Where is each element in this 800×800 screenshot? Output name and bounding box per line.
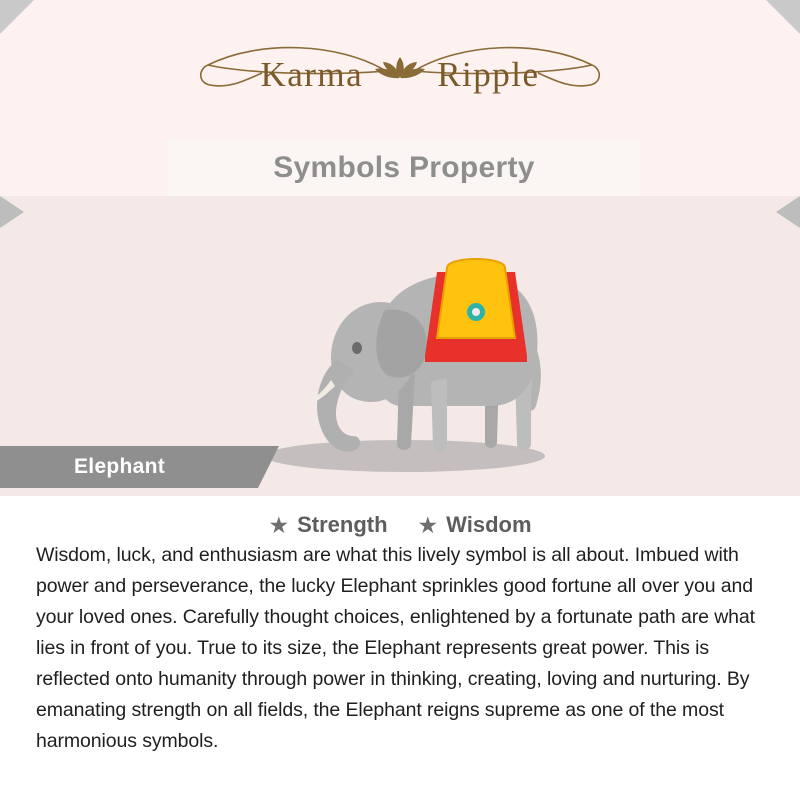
page-title: Symbols Property: [273, 151, 535, 184]
attribute-item: [418, 512, 532, 538]
attribute-item: [268, 512, 387, 538]
attribute-row: [0, 512, 800, 538]
title-band: [168, 140, 640, 196]
description-text: Wisdom, luck, and enthusiasm are what this lively symbol is all about. Imbued with power and perseverance, the lucky Elephant sprinkles good fortune all over you and your loved ones. Carefully thought choices, enlightened by a fortunate path are what lies in front of you. True to its size, the Elephant represents great power. This is reflected onto humanity through power in thinking, creating, loving and nurturing. By emanating strength on all fields, the Elephant reigns supreme as one of the most harmonious symbols.: [36, 544, 755, 752]
elephant-illustration-icon: [185, 206, 615, 486]
brand-word-left: Karma: [260, 55, 364, 94]
star-icon: ★: [268, 511, 290, 538]
brand-word-right: Ripple: [437, 55, 540, 94]
symbol-label-tag: [0, 446, 258, 488]
brand-header: [0, 28, 800, 120]
symbol-label-text: Elephant: [74, 455, 166, 478]
star-icon: ★: [417, 511, 439, 538]
attribute-label: Wisdom: [446, 512, 532, 537]
attribute-label: Strength: [297, 512, 388, 537]
